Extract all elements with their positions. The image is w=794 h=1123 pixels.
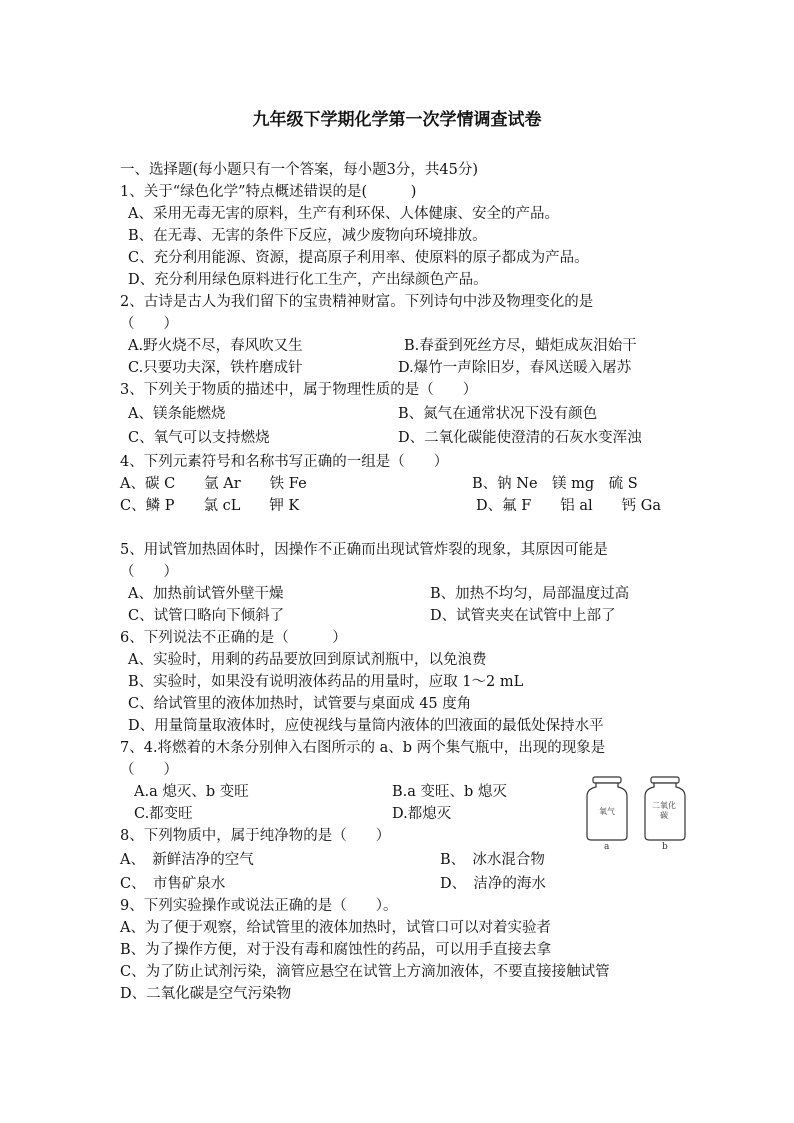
q3-option-c: C、氧气可以支持燃烧: [128, 430, 270, 446]
q2-answer-paren: （ ）: [120, 316, 178, 332]
q3-option-a: A、镁条能燃烧: [128, 406, 226, 422]
q7-answer-paren: （ ）: [120, 762, 178, 778]
q4-stem: 4、下列元素符号和名称书写正确的一组是（ ）: [120, 454, 449, 470]
q1-option-c: C、充分利用能源、资源，提高原子利用率、使原料的原子都成为产品。: [128, 250, 589, 266]
q5-answer-paren: （ ）: [120, 564, 178, 580]
q6-option-a: A、实验时，用剩的药品要放回到原试剂瓶中，以免浪费: [128, 652, 487, 668]
q8-stem: 8、下列物质中，属于纯净物的是（ ）: [120, 828, 391, 844]
q2-option-b: B.春蚕到死丝方尽，蜡炬成灰泪始干: [404, 338, 637, 354]
q6-stem: 6、下列说法不正确的是（ ）: [120, 630, 347, 646]
q3-option-b: B、氮气在通常状况下没有颜色: [398, 406, 598, 422]
q5-option-c: C、试管口略向下倾斜了: [128, 608, 285, 624]
q8-option-d: D、 洁净的海水: [440, 876, 546, 892]
q7-option-c: C.都变旺: [134, 806, 193, 822]
q1-option-d: D、充分利用绿色原料进行化工生产，产出绿颜色产品。: [128, 272, 488, 288]
q5-stem: 5、用试管加热固体时，因操作不正确而出现试管炸裂的现象，其原因可能是: [120, 542, 608, 558]
q9-option-a: A、为了便于观察，给试管里的液体加热时，试管口可以对着实验者: [120, 920, 551, 936]
q9-option-b: B、为了操作方便，对于没有毒和腐蚀性的药品，可以用手直接去拿: [120, 942, 552, 958]
jar-a-label: 氧气: [599, 807, 615, 816]
q4-option-d: D、氟 F 铝 al 钙 Ga: [476, 498, 662, 514]
q2-option-d: D.爆竹一声除旧岁，春风送暖入屠苏: [398, 360, 632, 376]
q4-option-a: A、碳 C 氩 Ar 铁 Fe: [120, 476, 307, 492]
q7-option-d: D.都熄灭: [392, 806, 452, 822]
q5-option-d: D、试管夹夹在试管中上部了: [430, 608, 616, 624]
q2-stem: 2、古诗是古人为我们留下的宝贵精神财富。下列诗句中涉及物理变化的是: [120, 294, 594, 310]
page-title: 九年级下学期化学第一次学情调查试卷: [252, 110, 542, 130]
q2-option-c: C.只要功夫深，铁杵磨成针: [128, 360, 303, 376]
q2-option-a: A.野火烧不尽，春风吹又生: [128, 338, 303, 354]
q7-option-b: B.a 变旺、b 熄灭: [392, 784, 507, 800]
q3-option-d: D、二氧化碳能使澄清的石灰水变浑浊: [398, 430, 642, 446]
jar-b-caption: b: [662, 842, 668, 852]
q9-option-c: C、为了防止试剂污染，滴管应悬空在试管上方滴加液体，不要直接接触试管: [120, 964, 610, 980]
q6-option-d: D、用量筒量取液体时，应使视线与量筒内液体的凹液面的最低处保持水平: [128, 718, 604, 734]
q8-option-b: B、 冰水混合物: [440, 852, 545, 868]
q7-stem: 7、4.将燃着的木条分别伸入右图所示的 a、b 两个集气瓶中，出现的现象是: [120, 740, 606, 756]
q3-stem: 3、下列关于物质的描述中，属于物理性质的是（ ）: [120, 382, 478, 398]
q4-option-b: B、钠 Ne 镁 mg 硫 S: [472, 476, 638, 492]
q5-option-b: B、加热不均匀，局部温度过高: [430, 586, 630, 602]
q1-stem: 1、关于“绿色化学”特点概述错误的是( ): [120, 184, 417, 200]
q1-option-a: A、采用无毒无害的原料，生产有利环保、人体健康、安全的产品。: [128, 206, 559, 222]
q7-option-a: A.a 熄灭、b 变旺: [134, 784, 249, 800]
q6-option-c: C、给试管里的液体加热时，试管要与桌面成 45 度角: [128, 696, 472, 712]
q8-option-c: C、 市售矿泉水: [120, 876, 226, 892]
q6-option-b: B、实验时，如果没有说明液体药品的用量时，应取 1～2 mL: [128, 674, 524, 690]
jar-b-label: 二氧化碳: [652, 801, 676, 820]
q4-option-c: C、鳞 P 氯 cL 钾 K: [120, 498, 300, 514]
q8-option-a: A、 新鲜洁净的空气: [120, 852, 254, 868]
q5-option-a: A、加热前试管外壁干燥: [128, 586, 284, 602]
q1-option-b: B、在无毒、无害的条件下反应，减少废物向环境排放。: [128, 228, 487, 244]
jar-a-caption: a: [604, 842, 610, 852]
section-heading: 一、选择题(每小题只有一个答案，每小题3分，共45分): [120, 162, 478, 178]
q9-option-d: D、二氧化碳是空气污染物: [120, 986, 292, 1002]
q9-stem: 9、下列实验操作或说法正确的是（ ）。: [120, 898, 398, 914]
